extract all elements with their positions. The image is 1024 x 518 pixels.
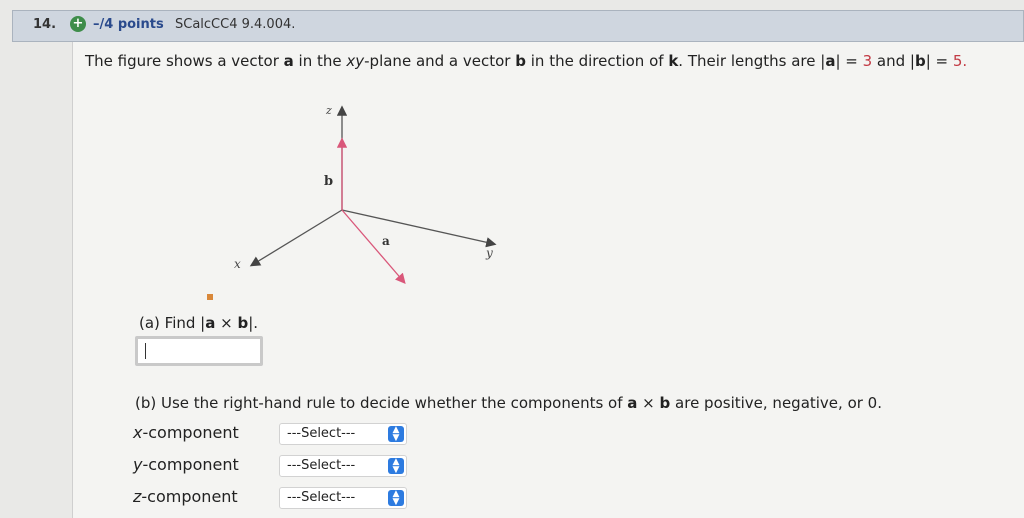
z-component-label: z-component [133, 487, 238, 506]
question-prompt: The figure shows a vector a in the xy-plane and a vector b in the direction of k. Their lengths are |a| = 3 and |b| = 5. [85, 52, 968, 70]
vector-b-label: b [324, 174, 334, 189]
cursor-marker [207, 294, 213, 300]
select-arrows-icon: ▲ ▼ [388, 426, 404, 442]
expand-plus-icon[interactable]: + [70, 16, 86, 32]
cross-product-magnitude-input[interactable] [135, 336, 263, 366]
select-arrows-icon: ▲ ▼ [388, 490, 404, 506]
select-arrows-icon: ▲ ▼ [388, 458, 404, 474]
z-component-select[interactable]: ---Select--- ▲ ▼ [279, 487, 407, 509]
vector-figure [73, 42, 1024, 302]
question-header [12, 10, 1024, 42]
part-b-question: (b) Use the right-hand rule to decide whether the components of a × b are positive, negative, or 0. [135, 394, 882, 412]
vector-a-arrow [342, 210, 404, 282]
points-label: –/4 points [93, 17, 164, 32]
y-axis-label: y [486, 246, 493, 260]
y-component-select[interactable]: ---Select--- ▲ ▼ [279, 455, 407, 477]
y-component-label: y-component [133, 455, 239, 474]
z-axis-label: z [326, 104, 332, 117]
x-axis-label: x [234, 257, 241, 271]
y-axis [342, 210, 494, 244]
text-cursor [145, 343, 146, 359]
x-component-label: x-component [133, 423, 239, 442]
question-body [72, 42, 1024, 518]
x-axis [252, 210, 342, 265]
x-component-select[interactable]: ---Select--- ▲ ▼ [279, 423, 407, 445]
vector-a-label: a [382, 234, 390, 248]
part-a-question: (a) Find |a × b|. [139, 314, 259, 332]
question-number: 14. [33, 17, 57, 32]
question-source: SCalcCC4 9.4.004. [175, 17, 296, 32]
